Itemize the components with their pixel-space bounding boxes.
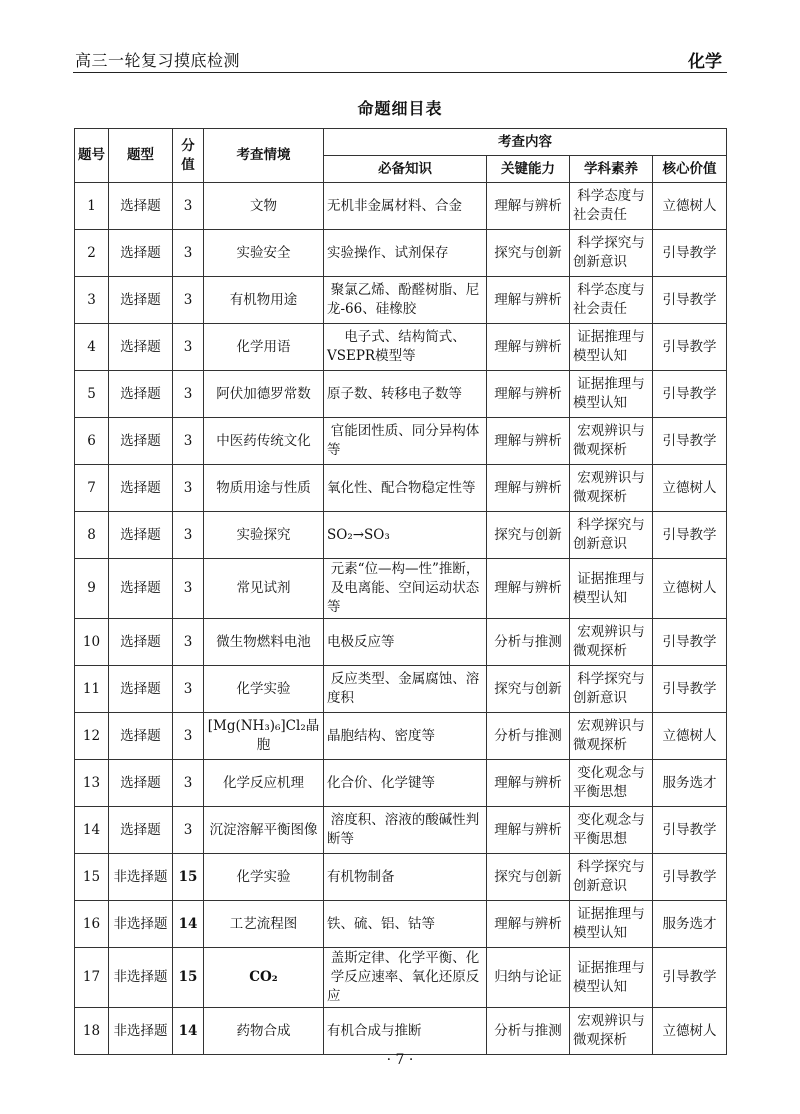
cell-type: 选择题 bbox=[109, 324, 173, 371]
cell-knowledge: 元素“位—构—性”推断，及电离能、空间运动状态等 bbox=[324, 559, 487, 619]
cell-ability: 理解与辨析 bbox=[487, 418, 570, 465]
cell-value: 引导教学 bbox=[653, 418, 727, 465]
cell-knowledge: 聚氯乙烯、酚醛树脂、尼龙-66、硅橡胶 bbox=[324, 277, 487, 324]
cell-knowledge: 有机物制备 bbox=[324, 854, 487, 901]
cell-ability: 理解与辨析 bbox=[487, 559, 570, 619]
cell-no: 14 bbox=[75, 807, 109, 854]
cell-score: 3 bbox=[173, 465, 204, 512]
table-row bbox=[75, 760, 727, 807]
cell-value: 立德树人 bbox=[653, 465, 727, 512]
cell-knowledge: 有机合成与推断 bbox=[324, 1008, 487, 1055]
table-row bbox=[75, 619, 727, 666]
table-row bbox=[75, 183, 727, 230]
cell-literacy: 科学态度与社会责任 bbox=[570, 277, 653, 324]
spec-table bbox=[74, 128, 727, 1055]
cell-context: 实验探究 bbox=[204, 512, 324, 559]
cell-knowledge: 晶胞结构、密度等 bbox=[324, 713, 487, 760]
col-header-literacy: 学科素养 bbox=[570, 156, 653, 183]
cell-no: 4 bbox=[75, 324, 109, 371]
cell-context: CO₂ bbox=[204, 948, 324, 1008]
cell-ability: 探究与创新 bbox=[487, 512, 570, 559]
cell-value: 服务选才 bbox=[653, 901, 727, 948]
cell-knowledge: 反应类型、金属腐蚀、溶度积 bbox=[324, 666, 487, 713]
cell-ability: 理解与辨析 bbox=[487, 277, 570, 324]
table-row bbox=[75, 1008, 727, 1055]
cell-no: 18 bbox=[75, 1008, 109, 1055]
cell-no: 5 bbox=[75, 371, 109, 418]
cell-no: 6 bbox=[75, 418, 109, 465]
table-row bbox=[75, 465, 727, 512]
cell-value: 立德树人 bbox=[653, 559, 727, 619]
cell-value: 引导教学 bbox=[653, 807, 727, 854]
cell-literacy: 科学态度与社会责任 bbox=[570, 183, 653, 230]
cell-score: 3 bbox=[173, 418, 204, 465]
cell-literacy: 宏观辨识与微观探析 bbox=[570, 1008, 653, 1055]
cell-no: 7 bbox=[75, 465, 109, 512]
cell-literacy: 宏观辨识与微观探析 bbox=[570, 713, 653, 760]
cell-context: 沉淀溶解平衡图像 bbox=[204, 807, 324, 854]
cell-literacy: 变化观念与平衡思想 bbox=[570, 807, 653, 854]
cell-context: 工艺流程图 bbox=[204, 901, 324, 948]
cell-type: 选择题 bbox=[109, 559, 173, 619]
cell-no: 2 bbox=[75, 230, 109, 277]
cell-ability: 分析与推测 bbox=[487, 713, 570, 760]
table-row bbox=[75, 324, 727, 371]
cell-context: 化学反应机理 bbox=[204, 760, 324, 807]
cell-value: 立德树人 bbox=[653, 183, 727, 230]
cell-literacy: 证据推理与模型认知 bbox=[570, 901, 653, 948]
cell-ability: 分析与推测 bbox=[487, 619, 570, 666]
table-row bbox=[75, 277, 727, 324]
table-row bbox=[75, 418, 727, 465]
table-body bbox=[75, 183, 727, 1055]
cell-no: 8 bbox=[75, 512, 109, 559]
cell-ability: 理解与辨析 bbox=[487, 371, 570, 418]
cell-type: 非选择题 bbox=[109, 854, 173, 901]
cell-value: 引导教学 bbox=[653, 277, 727, 324]
cell-score: 3 bbox=[173, 277, 204, 324]
cell-ability: 探究与创新 bbox=[487, 230, 570, 277]
cell-value: 引导教学 bbox=[653, 230, 727, 277]
cell-ability: 理解与辨析 bbox=[487, 760, 570, 807]
cell-no: 15 bbox=[75, 854, 109, 901]
cell-context: 实验安全 bbox=[204, 230, 324, 277]
table-row bbox=[75, 666, 727, 713]
cell-score: 14 bbox=[173, 901, 204, 948]
cell-ability: 理解与辨析 bbox=[487, 901, 570, 948]
col-header-content-group: 考查内容 bbox=[324, 129, 727, 156]
cell-knowledge: 化合价、化学键等 bbox=[324, 760, 487, 807]
cell-value: 引导教学 bbox=[653, 666, 727, 713]
cell-score: 3 bbox=[173, 666, 204, 713]
table-row bbox=[75, 371, 727, 418]
cell-context: 物质用途与性质 bbox=[204, 465, 324, 512]
col-header-ability: 关键能力 bbox=[487, 156, 570, 183]
cell-literacy: 科学探究与创新意识 bbox=[570, 230, 653, 277]
cell-ability: 归纳与论证 bbox=[487, 948, 570, 1008]
cell-score: 15 bbox=[173, 948, 204, 1008]
cell-value: 引导教学 bbox=[653, 854, 727, 901]
cell-no: 17 bbox=[75, 948, 109, 1008]
cell-ability: 探究与创新 bbox=[487, 666, 570, 713]
col-header-value: 核心价值 bbox=[653, 156, 727, 183]
cell-score: 3 bbox=[173, 619, 204, 666]
cell-no: 12 bbox=[75, 713, 109, 760]
cell-type: 选择题 bbox=[109, 465, 173, 512]
cell-context: 阿伏加德罗常数 bbox=[204, 371, 324, 418]
cell-ability: 分析与推测 bbox=[487, 1008, 570, 1055]
cell-ability: 理解与辨析 bbox=[487, 183, 570, 230]
cell-knowledge: 溶度积、溶液的酸碱性判断等 bbox=[324, 807, 487, 854]
subject-label: 化学 bbox=[688, 52, 722, 72]
cell-knowledge: 实验操作、试剂保存 bbox=[324, 230, 487, 277]
cell-knowledge: 原子数、转移电子数等 bbox=[324, 371, 487, 418]
cell-type: 选择题 bbox=[109, 183, 173, 230]
col-header-type: 题型 bbox=[109, 129, 173, 183]
cell-literacy: 宏观辨识与微观探析 bbox=[570, 418, 653, 465]
table-title: 命题细目表 bbox=[357, 99, 443, 118]
cell-ability: 探究与创新 bbox=[487, 854, 570, 901]
cell-knowledge: 电极反应等 bbox=[324, 619, 487, 666]
header-divider bbox=[73, 72, 727, 73]
cell-context: 有机物用途 bbox=[204, 277, 324, 324]
cell-value: 引导教学 bbox=[653, 324, 727, 371]
cell-context: 药物合成 bbox=[204, 1008, 324, 1055]
cell-type: 选择题 bbox=[109, 807, 173, 854]
cell-knowledge: SO₂→SO₃ bbox=[324, 512, 487, 559]
cell-value: 服务选才 bbox=[653, 760, 727, 807]
cell-no: 16 bbox=[75, 901, 109, 948]
cell-ability: 理解与辨析 bbox=[487, 324, 570, 371]
cell-no: 11 bbox=[75, 666, 109, 713]
col-header-score: 分值 bbox=[173, 129, 204, 183]
cell-type: 选择题 bbox=[109, 713, 173, 760]
cell-score: 3 bbox=[173, 371, 204, 418]
cell-context: 微生物燃料电池 bbox=[204, 619, 324, 666]
cell-type: 选择题 bbox=[109, 666, 173, 713]
cell-context: 化学实验 bbox=[204, 666, 324, 713]
cell-type: 非选择题 bbox=[109, 1008, 173, 1055]
table-row bbox=[75, 854, 727, 901]
table-row bbox=[75, 230, 727, 277]
cell-context: [Mg(NH₃)₆]Cl₂晶胞 bbox=[204, 713, 324, 760]
cell-score: 15 bbox=[173, 854, 204, 901]
cell-context: 中医药传统文化 bbox=[204, 418, 324, 465]
col-header-no: 题号 bbox=[75, 129, 109, 183]
cell-knowledge: 盖斯定律、化学平衡、化学反应速率、氧化还原反应 bbox=[324, 948, 487, 1008]
cell-literacy: 变化观念与平衡思想 bbox=[570, 760, 653, 807]
table-row bbox=[75, 713, 727, 760]
cell-knowledge: 铁、硫、铝、钴等 bbox=[324, 901, 487, 948]
cell-context: 化学用语 bbox=[204, 324, 324, 371]
cell-type: 选择题 bbox=[109, 512, 173, 559]
cell-no: 13 bbox=[75, 760, 109, 807]
cell-score: 3 bbox=[173, 559, 204, 619]
col-header-knowledge: 必备知识 bbox=[324, 156, 487, 183]
cell-type: 选择题 bbox=[109, 418, 173, 465]
cell-score: 3 bbox=[173, 230, 204, 277]
cell-score: 3 bbox=[173, 807, 204, 854]
cell-knowledge: 氧化性、配合物稳定性等 bbox=[324, 465, 487, 512]
cell-score: 3 bbox=[173, 183, 204, 230]
cell-type: 非选择题 bbox=[109, 948, 173, 1008]
table-row bbox=[75, 901, 727, 948]
cell-no: 3 bbox=[75, 277, 109, 324]
cell-type: 选择题 bbox=[109, 230, 173, 277]
table-row bbox=[75, 559, 727, 619]
cell-score: 14 bbox=[173, 1008, 204, 1055]
cell-ability: 理解与辨析 bbox=[487, 465, 570, 512]
cell-score: 3 bbox=[173, 324, 204, 371]
cell-literacy: 证据推理与模型认知 bbox=[570, 559, 653, 619]
cell-literacy: 科学探究与创新意识 bbox=[570, 666, 653, 713]
cell-type: 选择题 bbox=[109, 277, 173, 324]
cell-no: 1 bbox=[75, 183, 109, 230]
cell-ability: 理解与辨析 bbox=[487, 807, 570, 854]
cell-context: 常见试剂 bbox=[204, 559, 324, 619]
cell-score: 3 bbox=[173, 713, 204, 760]
cell-value: 引导教学 bbox=[653, 948, 727, 1008]
table-row bbox=[75, 807, 727, 854]
cell-literacy: 宏观辨识与微观探析 bbox=[570, 465, 653, 512]
page-number: · 7 · bbox=[386, 1052, 414, 1068]
col-header-context: 考查情境 bbox=[204, 129, 324, 183]
cell-value: 立德树人 bbox=[653, 713, 727, 760]
cell-value: 立德树人 bbox=[653, 1008, 727, 1055]
cell-context: 文物 bbox=[204, 183, 324, 230]
cell-type: 选择题 bbox=[109, 371, 173, 418]
cell-value: 引导教学 bbox=[653, 619, 727, 666]
cell-no: 9 bbox=[75, 559, 109, 619]
cell-type: 选择题 bbox=[109, 760, 173, 807]
cell-score: 3 bbox=[173, 512, 204, 559]
cell-literacy: 科学探究与创新意识 bbox=[570, 854, 653, 901]
cell-literacy: 科学探究与创新意识 bbox=[570, 512, 653, 559]
cell-knowledge: 官能团性质、同分异构体等 bbox=[324, 418, 487, 465]
cell-score: 3 bbox=[173, 760, 204, 807]
cell-literacy: 证据推理与模型认知 bbox=[570, 324, 653, 371]
cell-context: 化学实验 bbox=[204, 854, 324, 901]
table-row bbox=[75, 948, 727, 1008]
cell-type: 非选择题 bbox=[109, 901, 173, 948]
cell-type: 选择题 bbox=[109, 619, 173, 666]
cell-knowledge: 无机非金属材料、合金 bbox=[324, 183, 487, 230]
cell-value: 引导教学 bbox=[653, 512, 727, 559]
cell-no: 10 bbox=[75, 619, 109, 666]
table-row bbox=[75, 512, 727, 559]
cell-literacy: 宏观辨识与微观探析 bbox=[570, 619, 653, 666]
cell-literacy: 证据推理与模型认知 bbox=[570, 371, 653, 418]
exam-title: 高三一轮复习摸底检测 bbox=[75, 51, 241, 70]
cell-value: 引导教学 bbox=[653, 371, 727, 418]
cell-knowledge: 电子式、结构简式、VSEPR模型等 bbox=[324, 324, 487, 371]
cell-literacy: 证据推理与模型认知 bbox=[570, 948, 653, 1008]
